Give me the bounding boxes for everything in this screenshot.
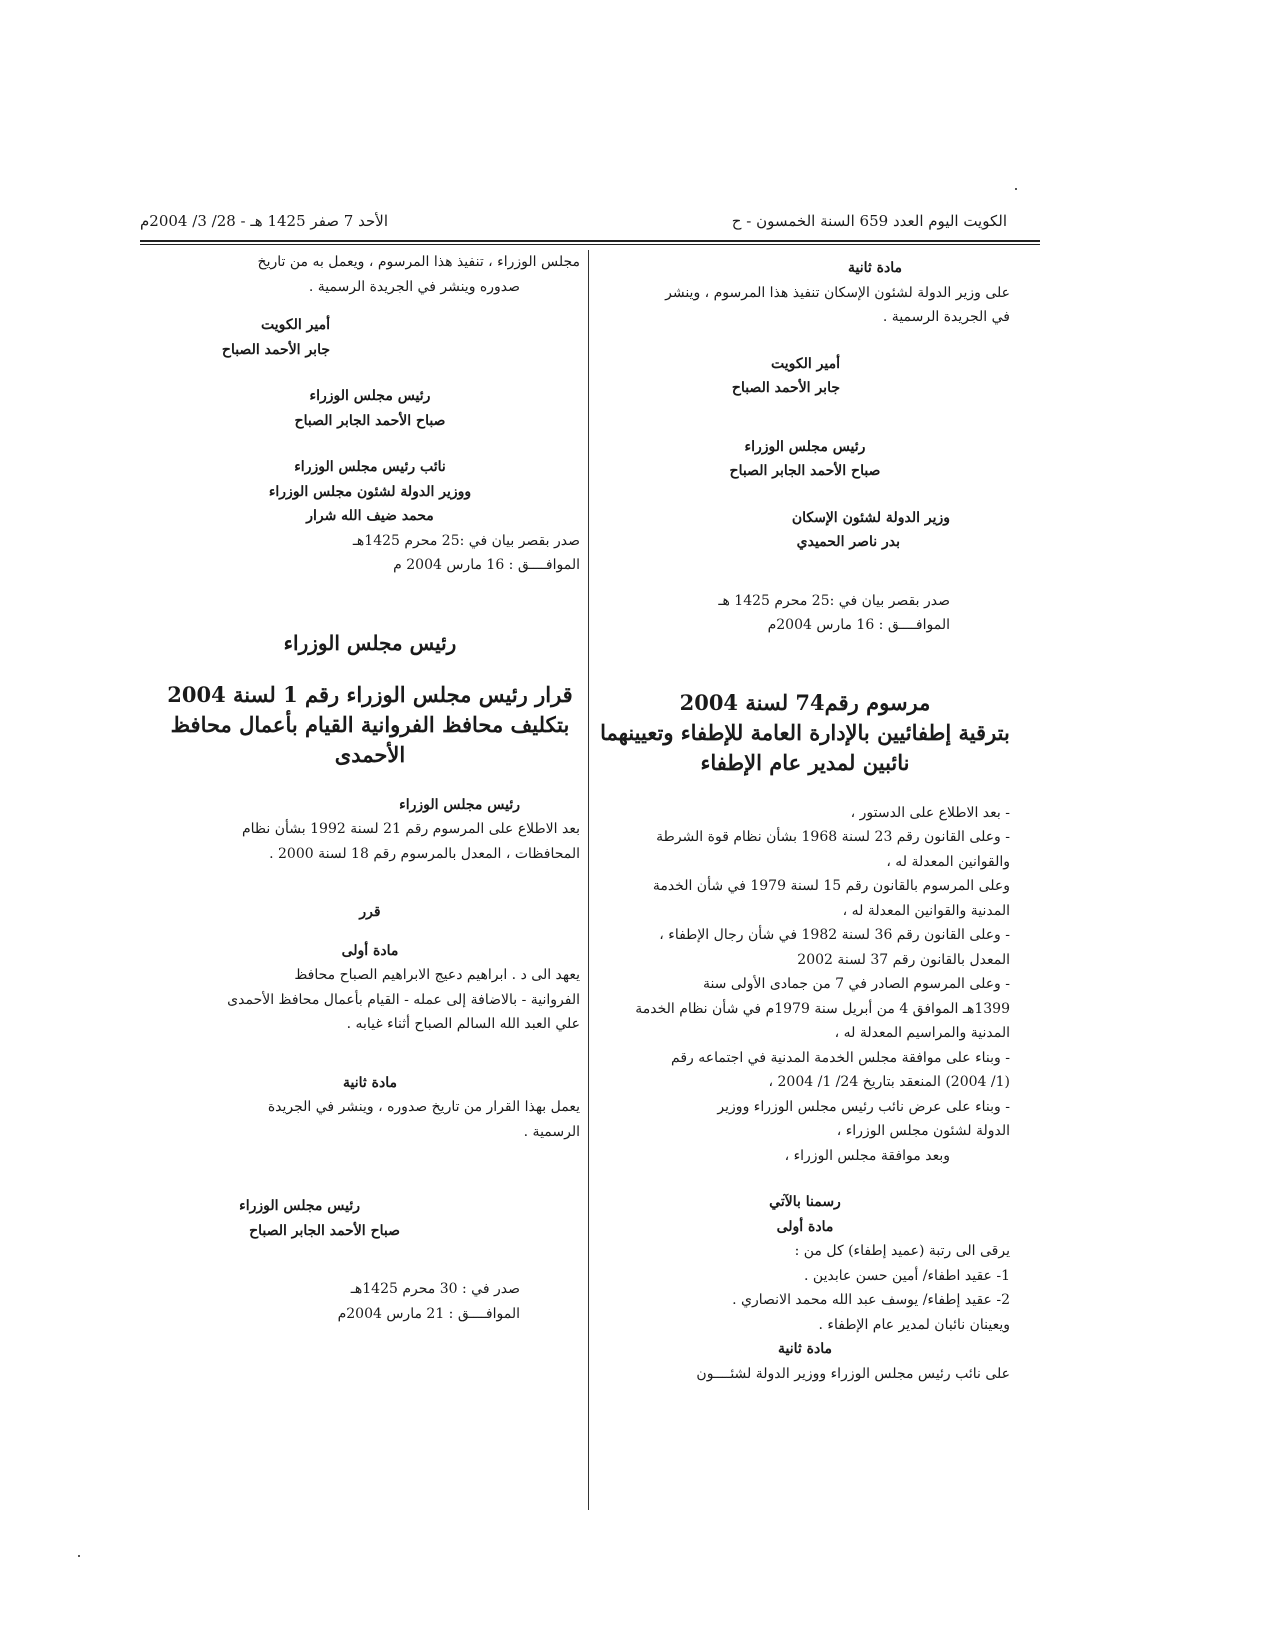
pm-label: رئيس مجلس الوزراء (399, 796, 520, 813)
decree-title-line: بترقية إطفائيين بالإدارة العامة للإطفاء وتعيينهما (600, 719, 1010, 745)
left-column (160, 250, 580, 1326)
scan-speck (1015, 188, 1017, 190)
pm-title: رئيس مجلس الوزراء (309, 388, 431, 404)
continuation-line: مجلس الوزراء ، تنفيذ هذا المرسوم ، ويعمل به من تاريخ (257, 254, 580, 270)
article-1-line: يرقى الى رتبة (عميد إطفاء) كل من : (794, 1243, 1010, 1260)
article-2-line: الرسمية . (523, 1123, 580, 1140)
signature-name: صباح الأحمد الجابر الصباح (249, 1222, 400, 1239)
preamble-line: المدنية والمراسيم المعدلة له ، (834, 1025, 1010, 1042)
dpm-title: نائب رئيس مجلس الوزراء (294, 459, 446, 475)
decree-title-line: نائبين لمدير عام الإطفاء (700, 750, 910, 776)
article-2-title: مادة ثانية (848, 260, 902, 276)
preamble-line: 1399هـ الموافق 4 من أبريل سنة 1979م في شأن نظام الخدمة (635, 1000, 1010, 1017)
preamble-line: المحافظات ، المعدل بالمرسوم رقم 18 لسنة 2000 . (269, 845, 580, 862)
article-2-line: يعمل بهذا القرار من تاريخ صدوره ، وينشر في الجريدة (267, 1099, 580, 1116)
amir-title: أمير الكويت (771, 355, 840, 372)
pm-name: صباح الأحمد الجابر الصباح (729, 463, 881, 479)
minister-title: وزير الدولة لشئون الإسكان (791, 509, 950, 526)
amir-title: أمير الكويت (261, 317, 330, 333)
corresponding-date: الموافــــق : 16 مارس 2004م (767, 617, 950, 633)
column-divider (588, 250, 589, 1510)
preamble-line: - وبناء على موافقة مجلس الخدمة المدنية في اجتماعه رقم (671, 1049, 1010, 1066)
decided-heading: قرر (359, 904, 381, 921)
decree-title (600, 688, 1010, 779)
preamble-line: وعلى المرسوم بالقانون رقم 15 لسنة 1979 في شأن الخدمة (652, 878, 1010, 895)
decision-title-line: الأحمدى (334, 742, 406, 768)
decreed-heading: رسمنا بالآتي (769, 1194, 841, 1211)
decree-title-line: مرسوم رقم74 لسنة 2004 (679, 689, 931, 715)
preamble-line: - بعد الاطلاع على الدستور ، (850, 804, 1010, 821)
preamble-line: المدنية والقوانين المعدلة له ، (842, 902, 1010, 919)
article-1-title: مادة أولى (776, 1218, 834, 1235)
continuation-line: صدوره وينشر في الجريدة الرسمية . (308, 278, 520, 295)
signature-title: رئيس مجلس الوزراء (239, 1198, 360, 1215)
article-1-line: يعهد الى د . ابراهيم دعيج الابراهيم الصباح محافظ (294, 967, 580, 984)
preamble-line: المعدل بالقانون رقم 37 لسنة 2002 (797, 951, 1010, 968)
header-rule-thin (140, 244, 1040, 245)
article-1-line: 1- عقيد اطفاء/ أمين حسن عابدين . (804, 1267, 1010, 1284)
preamble-line: (1/ 2004) المنعقد بتاريخ 24/ 1/ 2004 ، (768, 1074, 1010, 1091)
preamble (600, 801, 1010, 1169)
article-2-line: في الجريدة الرسمية . (882, 309, 1010, 325)
dpm-name: محمد ضيف الله شرار (306, 508, 434, 524)
preamble-line: - وعلى المرسوم الصادر في 7 من جمادى الأولى سنة (702, 976, 1010, 993)
preamble-line: والقوانين المعدلة له ، (886, 853, 1010, 870)
preamble-line: - وعلى القانون رقم 23 لسنة 1968 بشأن نظام قوة الشرطة (656, 829, 1010, 846)
header-date: الأحد 7 صفر 1425 هـ - 28/ 3/ 2004م (140, 212, 388, 230)
amir-name: جابر الأحمد الصباح (731, 380, 840, 396)
corresponding-date-2: الموافــــق : 21 مارس 2004م (337, 1305, 520, 1322)
dpm-title-2: ووزير الدولة لشئون مجلس الوزراء (268, 483, 472, 500)
article-1-line: الفروانية - بالاضافة إلى عمله - القيام بأعمال محافظ الأحمدى (227, 991, 580, 1008)
article-1-line: 2- عقيد إطفاء/ يوسف عبد الله محمد الانصاري . (732, 1292, 1010, 1309)
issued-date: صدر بقصر بيان في :25 محرم 1425 هـ (718, 592, 950, 609)
scan-speck (78, 1555, 80, 1557)
minister-name: بدر ناصر الحميدي (796, 534, 900, 550)
corresponding-date: الموافــــق : 16 مارس 2004 م (393, 557, 580, 573)
article-1-title: مادة أولى (341, 942, 399, 959)
issued-date: صدر بقصر بيان في :25 محرم 1425هـ (352, 532, 580, 549)
right-column (600, 256, 1010, 1386)
amir-name: جابر الأحمد الصباح (221, 341, 330, 358)
pm-title: رئيس مجلس الوزراء (744, 438, 866, 455)
article-2b-line: على نائب رئيس مجلس الوزراء ووزير الدولة لشئــــون (696, 1365, 1010, 1382)
article-2-title: مادة ثانية (343, 1074, 397, 1091)
article-1-line: علي العبد الله السالم الصباح أثناء غيابه . (346, 1016, 580, 1033)
article-1-line: ويعينان نائبان لمدير عام الإطفاء . (818, 1316, 1010, 1333)
article-2-line: على وزير الدولة لشئون الإسكان تنفيذ هذا المرسوم ، وينشر (665, 284, 1010, 301)
preamble-line: - وبناء على عرض نائب رئيس مجلس الوزراء ووزير (717, 1098, 1010, 1115)
header-rule (140, 240, 1040, 242)
preamble-line: بعد الاطلاع على المرسوم رقم 21 لسنة 1992 بشأن نظام (241, 821, 580, 838)
section-title: رئيس مجلس الوزراء (283, 630, 457, 655)
decision-title-line: بتكليف محافظ الفروانية القيام بأعمال محافظ (170, 711, 570, 737)
decision-title-line: قرار رئيس مجلس الوزراء رقم 1 لسنة 2004 (167, 681, 573, 707)
issued-date-2: صدر في : 30 محرم 1425هـ (350, 1281, 520, 1298)
header-issue-info: الكويت اليوم العدد 659 السنة الخمسون - ح (731, 212, 1007, 230)
decision-title (160, 680, 580, 771)
preamble-line: الدولة لشئون مجلس الوزراء ، (836, 1123, 1010, 1140)
pm-name: صباح الأحمد الجابر الصباح (294, 412, 446, 429)
preamble-line: - وعلى القانون رقم 36 لسنة 1982 في شأن رجال الإطفاء ، (659, 927, 1010, 944)
preamble-line: وبعد موافقة مجلس الوزراء ، (784, 1147, 950, 1164)
article-2b-title: مادة ثانية (778, 1341, 832, 1358)
